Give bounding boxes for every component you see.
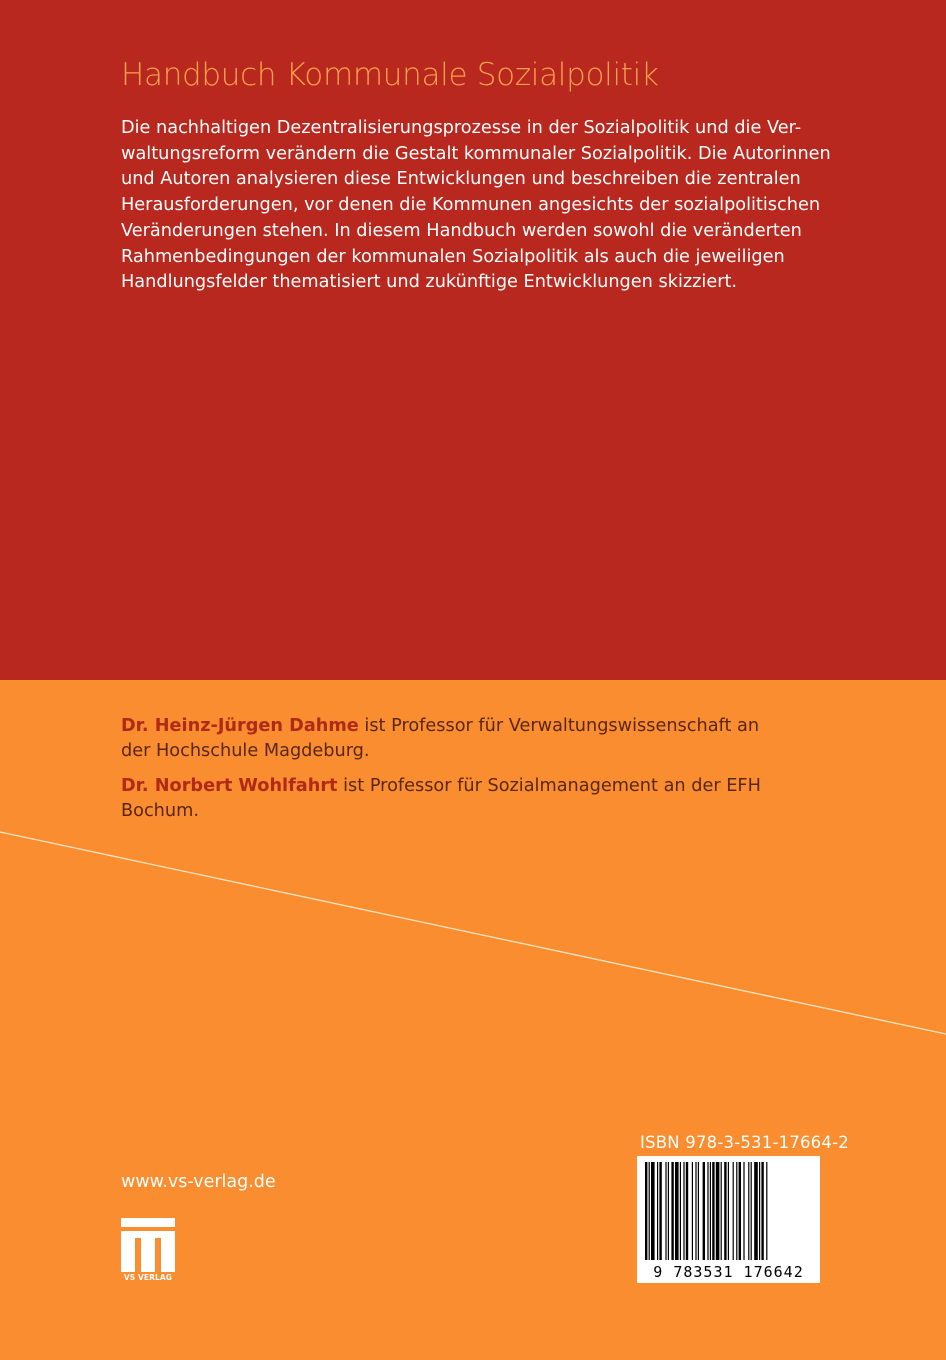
barcode-bar <box>703 1162 705 1260</box>
barcode-bar <box>721 1162 722 1260</box>
barcode-bar <box>645 1162 647 1260</box>
barcode-bar <box>751 1162 752 1260</box>
barcode-bar <box>733 1162 734 1260</box>
barcode-bar <box>668 1162 669 1260</box>
author-name: Dr. Norbert Wohlfahrt <box>121 776 338 796</box>
description-line: Herausforderungen, vor denen die Kommunen angesichts der sozialpolitischen <box>121 195 821 216</box>
author-bio-line <box>121 774 801 799</box>
barcode-bar <box>743 1162 744 1260</box>
barcode-bar <box>748 1162 749 1260</box>
author-bio-dahme <box>121 714 801 764</box>
barcode-bar <box>659 1162 661 1260</box>
logo-text: VS VERLAG <box>123 1273 173 1282</box>
description-line: Veränderungen stehen. In diesem Handbuch werden sowohl die veränderten <box>121 220 802 241</box>
logo-mark-icon <box>121 1218 175 1272</box>
barcode-bar <box>736 1162 737 1260</box>
barcode-bar <box>651 1162 655 1260</box>
author-bio-wohlfahrt <box>121 774 801 824</box>
author-bio-line: der Hochschule Magdeburg. <box>121 741 370 761</box>
description-line: waltungsreform verändern die Gestalt kommunaler Sozialpolitik. Die Autorinnen <box>121 143 831 164</box>
barcode-bar <box>728 1162 729 1260</box>
publisher-website-link[interactable]: www.vs-verlag.de <box>121 1172 276 1192</box>
barcode-bar <box>649 1162 650 1260</box>
barcode-bar <box>695 1162 696 1260</box>
barcode-bar <box>754 1162 758 1260</box>
barcode-bar <box>686 1162 688 1260</box>
description-line: Rahmenbedingungen der kommunalen Sozialpolitik als auch die jeweiligen <box>121 246 785 267</box>
author-name: Dr. Heinz-Jürgen Dahme <box>121 716 359 736</box>
description-line: Handlungsfelder thematisiert und zukünftige Entwicklungen skizziert. <box>121 272 738 293</box>
barcode-bar <box>657 1162 658 1260</box>
author-bio-line: Bochum. <box>121 801 199 821</box>
description-line: und Autoren analysieren diese Entwicklungen und beschreiben die zentralen <box>121 169 801 190</box>
barcode-bar <box>761 1162 763 1260</box>
barcode-bar <box>683 1162 684 1260</box>
barcode-bar <box>712 1162 714 1260</box>
barcode-bar <box>671 1162 673 1260</box>
barcode-digits: 9 783531 176642 <box>653 1263 804 1281</box>
barcode-bar <box>759 1162 760 1260</box>
book-description <box>121 116 831 296</box>
description-line: Die nachhaltigen Dezentralisierungsprozesse in der Sozialpolitik und die Ver- <box>121 118 802 138</box>
barcode-bar <box>710 1162 711 1260</box>
barcode-bar <box>739 1162 741 1260</box>
barcode-bar <box>766 1162 767 1260</box>
barcode-bar <box>675 1162 679 1260</box>
barcode-bar <box>680 1162 681 1260</box>
isbn-label: ISBN 978-3-531-17664-2 <box>640 1133 849 1152</box>
vs-verlag-logo <box>121 1218 175 1282</box>
barcode-bar <box>692 1162 693 1260</box>
barcode-bar <box>724 1162 726 1260</box>
barcode-bar <box>665 1162 666 1260</box>
barcode-bar <box>716 1162 720 1260</box>
barcode-bar <box>698 1162 699 1260</box>
book-title: Handbuch Kommunale Sozialpolitik <box>121 57 659 93</box>
isbn-barcode <box>637 1156 820 1283</box>
barcode-bar <box>707 1162 708 1260</box>
author-bio-text: ist Professor für Verwaltungswissenschaft an <box>358 716 760 736</box>
author-bio-text: ist Professor für Sozialmanagement an der EFH <box>337 776 761 796</box>
author-bio-line <box>121 714 801 739</box>
